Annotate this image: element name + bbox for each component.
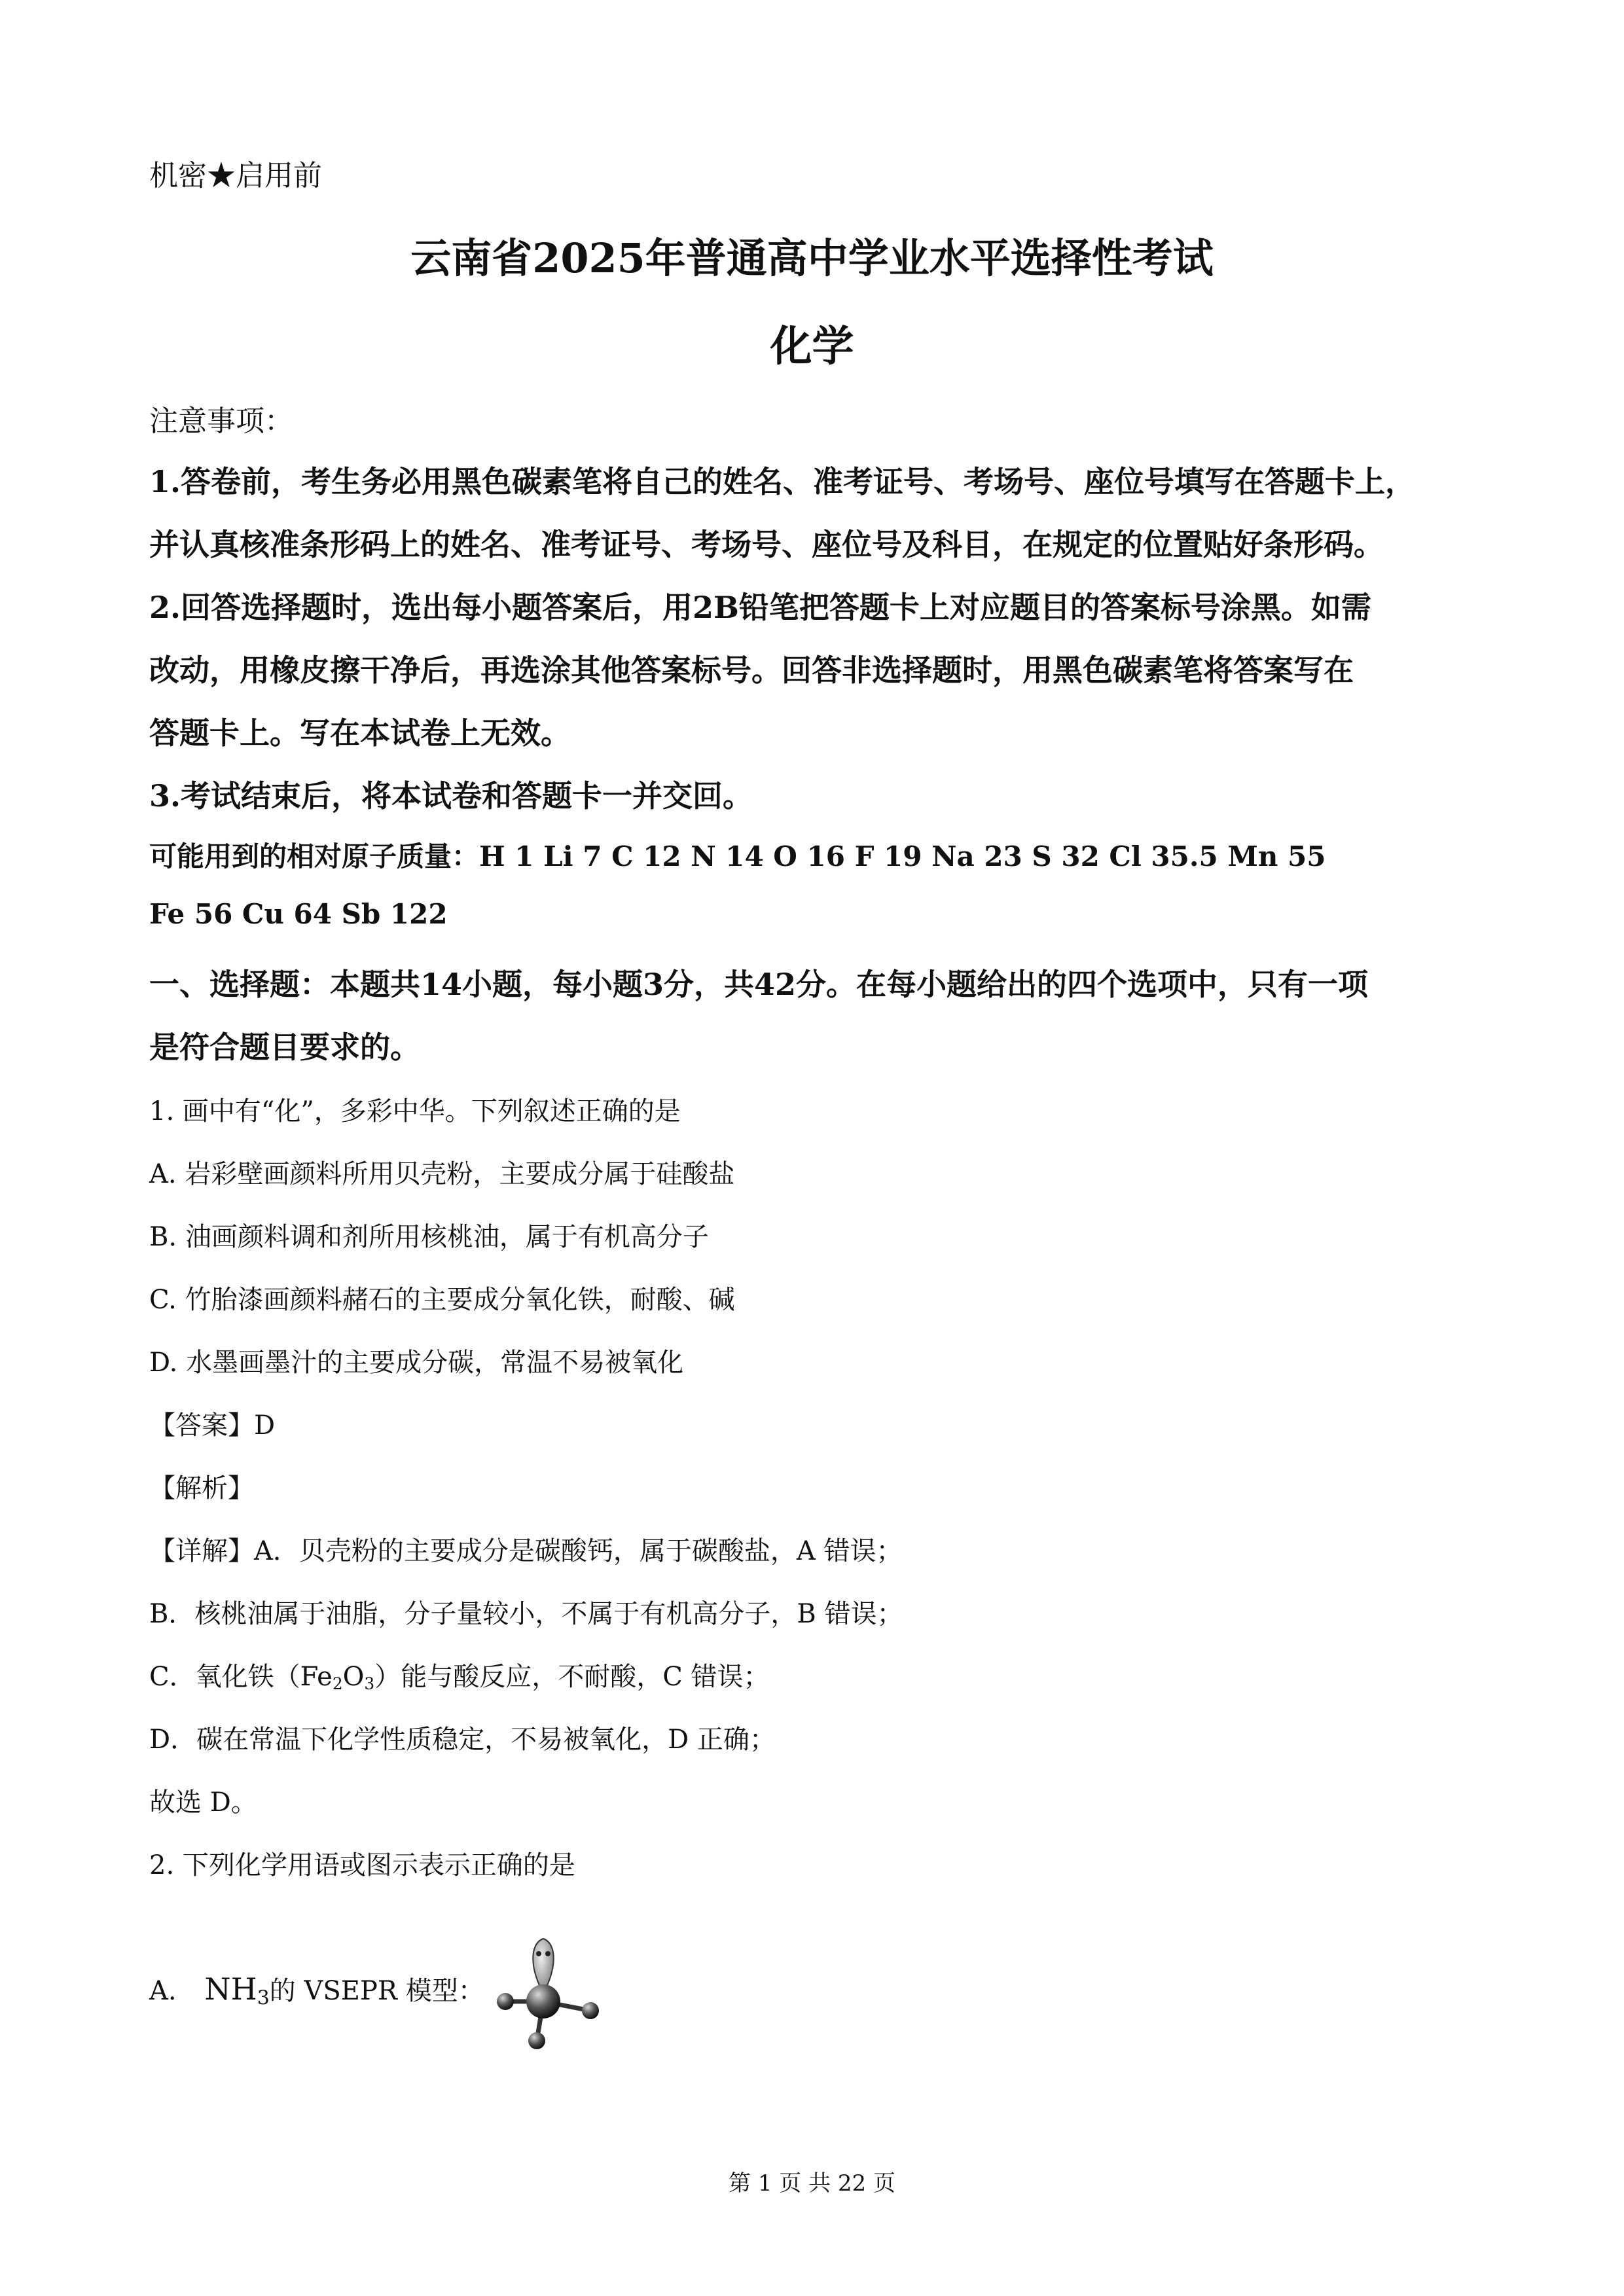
notice-line: 答题卡上。写在本试卷上无效。 [149,715,571,751]
notice-line: 2.回答选择题时，选出每小题答案后，用2B铅笔把答题卡上对应题目的答案标号涂黑。如需 [149,590,1371,625]
analysis-label: 【解析】 [149,1473,254,1503]
detail-line: 故选 D。 [149,1787,257,1818]
section-heading: 一、选择题：本题共14小题，每小题3分，共42分。在每小题给出的四个选项中，只有一项 [149,967,1369,1002]
section-heading: 是符合题目要求的。 [149,1030,420,1065]
option-b: B. 油画颜料调和剂所用核桃油，属于有机高分子 [149,1222,709,1252]
detail-line: D．碳在常温下化学性质稳定，不易被氧化，D 正确； [149,1725,776,1755]
detail-line-c: C．氧化铁$(Fe_2O_3)$能与酸反应，不耐酸，C 错误； [149,1662,770,1694]
detail-line: 【详解】A．贝壳粉的主要成分是碳酸钙，属于碳酸盐，A 错误； [149,1536,903,1566]
option-d: D. 水墨画墨汁的主要成分碳，常温不易被氧化 [149,1348,684,1378]
notice-line: 3.考试结束后，将本试卷和答题卡一并交回。 [149,778,753,814]
vsepr-model-icon [478,1931,609,2055]
detail-line: B．核桃油属于油脂，分子量较小，不属于有机高分子，B 错误； [149,1599,903,1629]
question-stem: 1. 画中有“化”，多彩中华。下列叙述正确的是 [149,1096,681,1126]
confidential-label: 机密★启用前 [149,159,322,192]
notice-line: 改动，用橡皮擦干净后，再选涂其他答案标号。回答非选择题时，用黑色碳素笔将答案写在 [149,653,1354,688]
notice-line: 1.答卷前，考生务必用黑色碳素笔将自己的姓名、准考证号、考场号、座位号填写在答题卡上， [149,464,1416,499]
exam-title: 云南省2025年普通高中学业水平选择性考试 [410,234,1214,282]
atomic-mass-line: 可能用到的相对原子质量：H 1 Li 7 C 12 N 14 O 16 F 19 Na 23 S 32 Cl 35.5 Mn 55 [149,840,1326,872]
subject-title: 化学 [770,322,854,371]
notice-line: 并认真核准条形码上的姓名、准考证号、考场号、座位号及科目，在规定的位置贴好条形码。 [149,527,1384,562]
answer-label: 【答案】D [149,1410,276,1441]
option-c: C. 竹胎漆画颜料赭石的主要成分氧化铁，耐酸、碱 [149,1285,735,1315]
atomic-mass-line: Fe 56 Cu 64 Sb 122 [149,898,448,930]
q2-option-a: A. $NH_3$的 VSEPR 模型： [149,1971,484,2010]
page-footer: 第 1 页 共 22 页 [729,2170,895,2197]
option-a: A. 岩彩壁画颜料所用贝壳粉，主要成分属于硅酸盐 [149,1159,735,1189]
notice-heading: 注意事项： [149,404,293,438]
question-stem: 2. 下列化学用语或图示表示正确的是 [149,1850,575,1880]
